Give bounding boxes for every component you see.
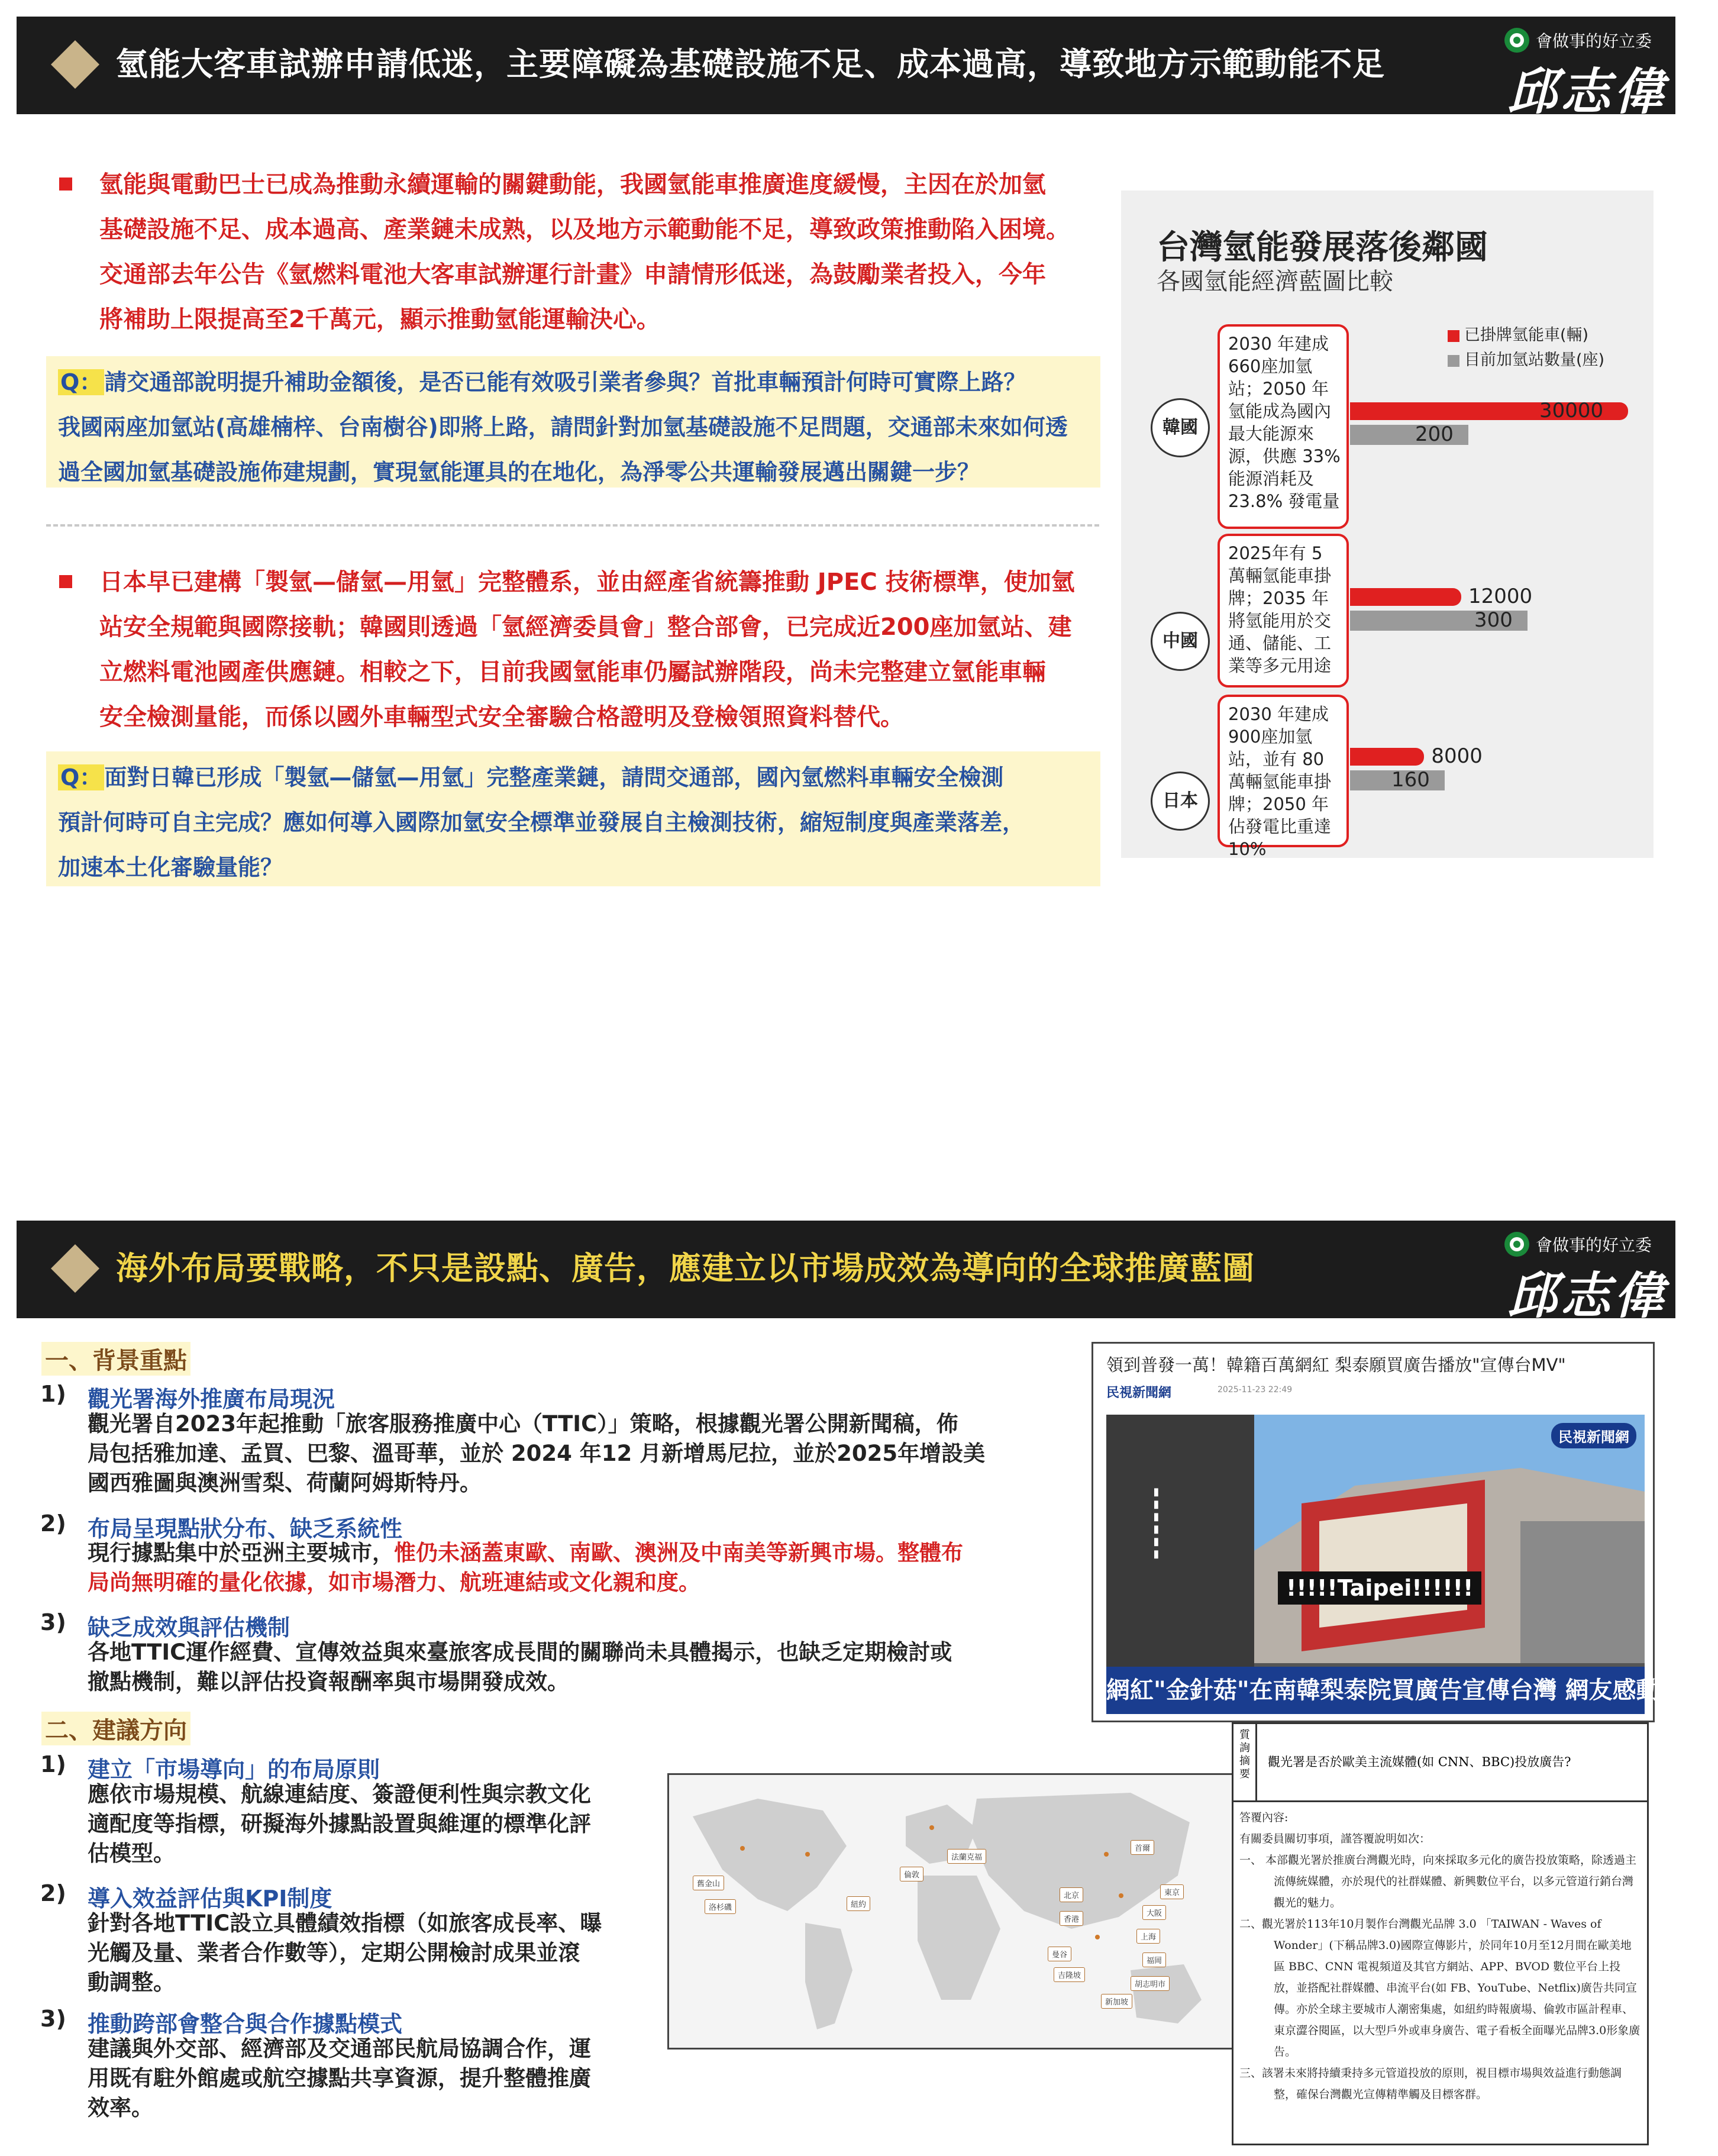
city-dot-icon [740,1846,745,1851]
japan-stations-value: 160 [1391,768,1430,792]
paragraph-japan-korea [99,560,1129,740]
news-screenshot [1091,1342,1718,1722]
party-emblem-icon [1504,1231,1530,1257]
question-2 [58,755,1099,890]
question-1 [58,360,1099,495]
reply-content [1232,1802,1649,2145]
body-line: 國西雅圖與澳洲雪梨、荷蘭阿姆斯特丹。 [88,1470,482,1496]
item-body [88,1409,1070,1498]
city-label: 曼谷 [1048,1947,1071,1961]
para2-line: 立燃料電池國產供應鏈。相較之下，目前我國氫能車仍屬試辦階段，尚未完整建立氫能車輛 [99,659,1046,686]
news-headline: 領到普發一萬！韓籍百萬網紅 梨泰願買廣告播放"宣傳台MV" [1106,1355,1566,1375]
legislator-logo [1504,22,1668,121]
video-caption: 網紅"金針菇"在南韓梨泰院買廣告宣傳台灣 網友感動喊哭! [1106,1667,1645,1714]
q2-line: 加速本土化審驗量能？ [58,854,283,880]
body-line: 適配度等指標，研擬海外據點設置與維運的標準化評 [88,1811,591,1837]
body-line: 光觸及量、業者合作數等），定期公開檢討成果並滾 [88,1940,580,1965]
country-china: 中國 [1151,612,1210,671]
hydrogen-infographic [1121,191,1654,858]
legend-label: 目前加氫站數量(座) [1464,351,1605,369]
city-label: 胡志明市 [1131,1976,1170,1991]
news-date: 2025-11-23 22:49 [1218,1385,1293,1395]
infographic-title: 台灣氫能發展落後鄰國 [1157,228,1488,267]
item-body [88,2034,655,2123]
body-line: 針對各地TTIC設立具體績效指標（如旅客成長率、曝 [88,1910,602,1936]
body-line: 建議與外交部、經濟部及交通部民航局協調合作，運 [88,2036,591,2061]
body-line: 局包括雅加達、孟買、巴黎、溫哥華，並於 2024 年12 月新增馬尼拉，並於2025年增設美 [88,1441,986,1466]
body-line: 效率。 [88,2095,153,2121]
city-label: 東京 [1160,1884,1184,1899]
q1-line: 請交通部說明提升補助金額後，是否已能有效吸引業者參與？首批車輛預計何時可實際上路？ [104,369,1026,395]
item-heading: 缺乏成效與評估機制 [88,1615,290,1641]
item-body [88,1780,655,1868]
city-dot-icon [929,1825,934,1830]
summary-label: 質詢摘要 [1233,1724,1257,1800]
korea-note: 2030 年建成 660座加氫站；2050 年氫能成為國內最大能源來源，供應 33% 能源消耗及 23.8% 發電量 [1218,324,1349,529]
body-line: 應依市場規模、航線連結度、簽證便利性與宗教文化 [88,1781,591,1807]
city-label: 大阪 [1142,1905,1166,1920]
city-label: 福岡 [1142,1952,1166,1967]
item-number: 1) [40,1751,66,1777]
para2-line: 安全檢測量能，而係以國外車輛型式安全審驗合格證明及登檢領照資料替代。 [99,703,904,731]
legend-swatch-gray [1448,355,1459,367]
infographic-subtitle: 各國氫能經濟藍圖比較 [1157,268,1393,295]
item-heading: 布局呈現點狀分布、缺乏系統性 [88,1516,403,1542]
para1-line: 交通部去年公告《氫燃料電池大客車試辦運行計畫》申請情形低迷，為鼓勵業者投入，今年 [99,261,1046,288]
china-vehicles-bar [1350,588,1461,606]
body-line: 撤點機制，難以評估投資報酬率與市場開發成效。 [88,1669,569,1695]
body-segment-red: 惟仍未涵蓋東歐、南歐、澳洲及中南美等新興市場。整體布 [394,1540,963,1566]
section2-header [17,1221,1675,1325]
item-number: 3) [40,2006,66,2032]
legend-swatch-red [1448,330,1459,342]
city-label: 倫敦 [900,1867,923,1881]
item-number: 2) [40,1880,66,1906]
item-heading: 導入效益評估與KPI制度 [88,1886,332,1912]
korea-vehicles-value: 30000 [1539,399,1604,422]
para1-line: 氫能與電動巴士已成為推動永續運輸的關鍵動能，我國氫能車推廣進度緩慢，主因在於加氫 [99,171,1046,198]
para2-line: 站安全規範與國際接軌；韓國則透過「氫經濟委員會」整合部會，已完成近200座加氫站、建 [99,614,1072,641]
city-label: 新加坡 [1101,1994,1132,2009]
city-label: 北京 [1060,1887,1083,1902]
legislator-logo [1504,1227,1668,1325]
logo-slogan: 會做事的好立委 [1536,1235,1652,1255]
legend-label: 已掛牌氫能車(輛) [1464,326,1589,344]
city-label: 上海 [1136,1929,1160,1944]
city-dot-icon [1104,1852,1109,1857]
para2-line: 日本早已建構「製氫—儲氫—用氫」完整體系，並由經產省統籌推動 JPEC 技術標準，使加氫 [99,569,1075,596]
body-line: 觀光署自2023年起推動「旅客服務推廣中心（TTIC）」策略，根據觀光署公開新聞稿，佈 [88,1411,958,1437]
news-brand: 民視新聞網 [1106,1386,1172,1400]
reply-line: 一、 本部觀光署於推廣台灣觀光時，向來採取多元化的廣告投放策略，除透過主流傳統媒體，亦於現代的社群媒體、新興數位平台，以多元管道行銷台灣觀光的魅力。 [1239,1854,1637,1909]
section1-header [17,17,1675,121]
item-number: 2) [40,1511,66,1537]
city-label: 紐約 [847,1896,870,1911]
city-dot-icon [805,1852,810,1857]
body-line: 動調整。 [88,1970,175,1995]
item-heading: 建立「市場導向」的布局原則 [88,1757,380,1783]
legend-stations [1448,347,1604,370]
city-dot-icon [1119,1893,1123,1898]
item-number: 1) [40,1381,66,1407]
para1-line: 將補助上限提高至2千萬元，顯示推動氫能運輸決心。 [99,306,660,333]
reply-line: 三、該署未來將持續秉持多元管道投放的原則，視目標市場與效益進行動態調整，確保台灣觀光宣傳精準觸及目標客群。 [1239,2067,1622,2101]
q-marker: Q： [58,764,104,790]
city-label: 舊金山 [693,1876,724,1890]
legend-vehicles [1448,322,1588,345]
city-label: 洛杉磯 [705,1899,736,1914]
paragraph-hydrogen-status [99,162,1129,342]
china-stations-value: 300 [1474,608,1513,632]
korea-stations-value: 200 [1415,422,1454,446]
reply-line: 二、觀光署於113年10月製作台灣觀光品牌 3.0 「TAIWAN - Waves of Wonder」(下稱品牌3.0)國際宣傳影片，於同年10月至12月間在歐美地區 BBC、CNN 電視頻道及其官方網站、APP、BVOD 數位平台上投放，並搭配社群媒體、串流平台(如 FB、YouTube、Netflix)廣告共同宣傳。亦於全球主要城市人潮密集處，如紐約時報廣場、倫敦市區計程車、東京澀谷閱區，以大型戶外或車身廣告、電子看板全面曝光品牌3.0形象廣告。 [1239,1918,1641,2058]
japan-note: 2030 年建成900座加氫站，並有 80 萬輛氫能車掛牌；2050 年佔發電比重達 10% [1218,695,1349,847]
city-label: 法蘭克福 [947,1849,986,1864]
billboard-text: !!!!!Taipei!!!!!! [1278,1571,1481,1605]
ttic-world-map [667,1773,1234,2050]
logo-signature: 邱志偉 [1507,1266,1668,1325]
interpellation-summary [1232,1722,1649,1802]
city-label: 首爾 [1131,1840,1154,1855]
q1-line: 過全國加氫基礎設施佈建規劃，實現氫能運具的在地化，為淨零公共運輸發展邁出關鍵一步？ [58,459,980,485]
reply-line: 答覆內容: [1239,1811,1288,1824]
summary-question: 觀光署是否於歐美主流媒體(如 CNN、BBC)投放廣告? [1268,1755,1571,1769]
bullet-square-icon [59,575,72,588]
q1-line: 我國兩座加氫站(高雄楠梓、台南樹谷)即將上路，請問針對加氫基礎設施不足問題，交通部未來如何透 [58,414,1068,440]
body-line: 估模型。 [88,1841,175,1866]
item-body [88,1638,1070,1697]
item-heading: 推動跨部會整合與合作據點模式 [88,2011,403,2037]
video-side-caption-icon: ▮▮▮▮▮▮ [1150,1486,1162,1560]
body-line: 各地TTIC運作經費、宣傳效益與來臺旅客成長間的關聯尚未具體揭示，也缺乏定期檢討或 [88,1639,952,1665]
section2-title: 海外布局要戰略，不只是設點、廣告，應建立以市場成效為導向的全球推廣藍圖 [116,1250,1255,1287]
city-label: 吉隆坡 [1054,1967,1085,1982]
china-note: 2025年有 5 萬輛氫能車掛牌；2035 年將氫能用於交通、儲能、工業等多元用途 [1218,534,1349,688]
city-dot-icon [1095,1935,1100,1939]
video-frame[interactable] [1106,1415,1718,1714]
q2-line: 面對日韓已形成「製氫—儲氫—用氫」完整產業鏈，請問交通部，國內氫燃料車輛安全檢測 [104,764,1004,790]
logo-signature: 邱志偉 [1507,62,1668,121]
item-number: 3) [40,1609,66,1635]
japan-vehicles-value: 8000 [1431,744,1483,768]
japan-vehicles-bar [1350,748,1424,766]
party-emblem-icon [1504,27,1530,53]
logo-slogan: 會做事的好立委 [1536,31,1652,51]
item-heading: 觀光署海外推廣布局現況 [88,1386,335,1412]
country-korea: 韓國 [1151,398,1210,457]
reply-line: 有關委員關切事項，謹答覆說明如次： [1239,1832,1431,1845]
diamond-icon [51,40,99,89]
dashed-divider [46,524,1099,527]
q2-line: 預計何時可自主完成？應如何導入國際加氫安全標準並發展自主檢測技術，縮短制度與產業落差， [58,809,1025,835]
bullet-square-icon [59,177,72,191]
china-vehicles-value: 12000 [1468,585,1533,608]
para1-line: 基礎設施不足、成本過高、產業鏈未成熟，以及地方示範動能不足，導致政策推動陷入困境。 [99,216,1070,243]
q-marker: Q： [58,369,104,395]
country-japan: 日本 [1151,772,1210,831]
suggestion-label: 二、建議方向 [41,1712,190,1745]
city-label: 香港 [1060,1911,1083,1926]
background-label: 一、背景重點 [41,1342,190,1376]
body-segment: 現行據點集中於亞洲主要城市， [88,1540,394,1566]
body-line: 用既有駐外館處或航空據點共享資源，提升整體推廣 [88,2065,591,2091]
item-body [88,1909,655,1997]
body-line-red: 局尚無明確的量化依據，如市場潛力、航班連結或文化親和度。 [88,1570,700,1595]
section1-title: 氫能大客車試辦申請低迷，主要障礙為基礎設施不足、成本過高，導致地方示範動能不足 [116,46,1385,83]
item-body [88,1538,1070,1597]
diamond-icon [51,1244,99,1293]
video-watermark: 民視新聞網 [1551,1423,1636,1448]
